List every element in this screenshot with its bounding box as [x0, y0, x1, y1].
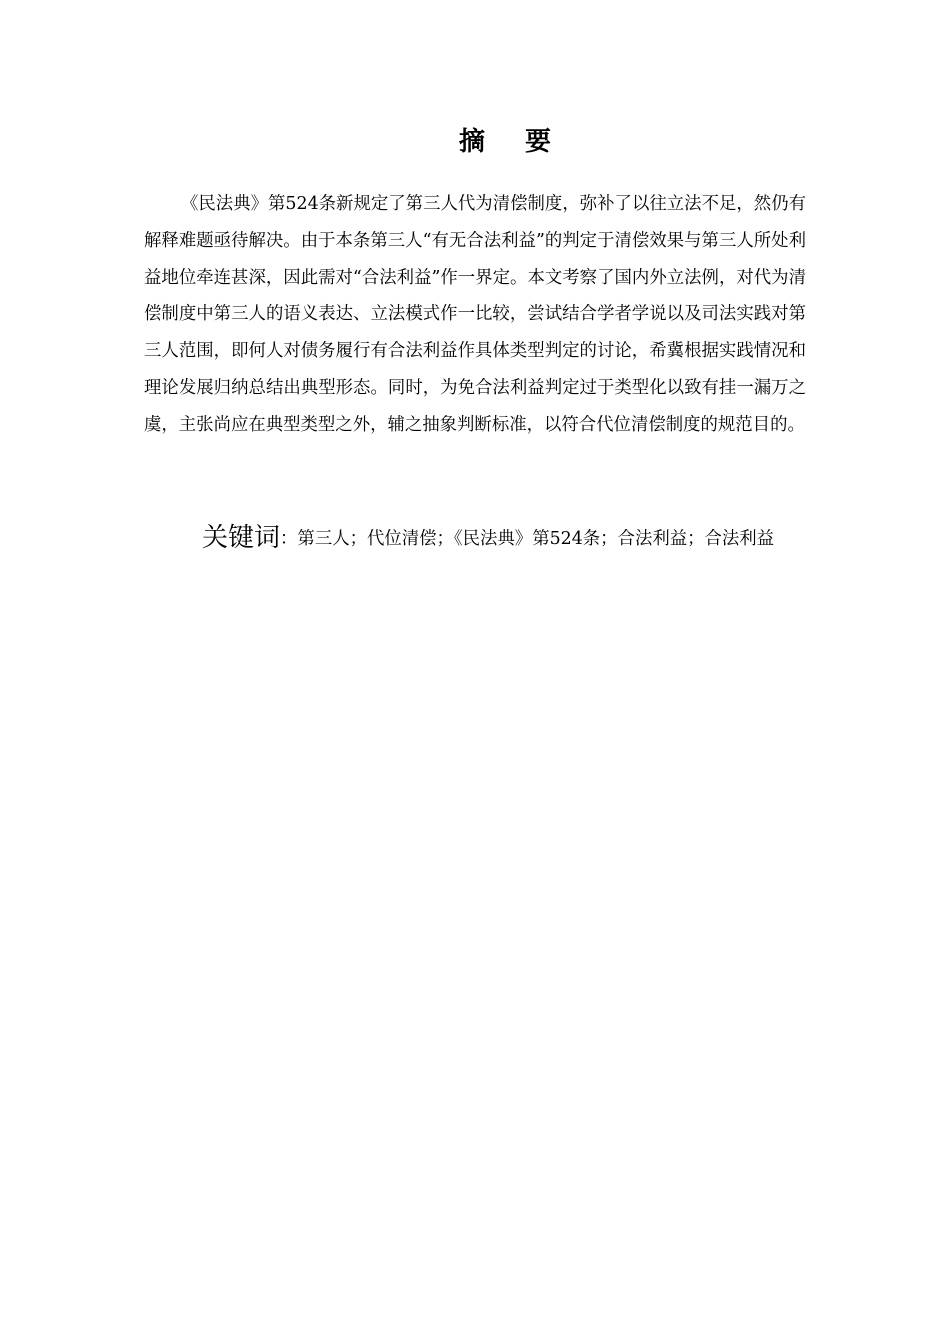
abstract-body: 《民法典》第524条新规定了第三人代为清偿制度，弥补了以往立法不足，然仍有解释难题亟待解决。由于本条第三人“有无合法利益”的判定于清偿效果与第三人所处利益地位牵连甚深，因此需对“合法利益”作一界定。本文考察了国内外立法例，对代为清偿制度中第三人的语义表达、立法模式作一比较，尝试结合学者学说以及司法实践对第三人范围，即何人对债务履行有合法利益作具体类型判定的讨论，希冀根据实践情况和理论发展归纳总结出典型形态。同时，为免合法利益判定过于类型化以致有挂一漏万之虞，主张尚应在典型类型之外，辅之抽象判断标准，以符合代位清偿制度的规范目的。 [144, 194, 806, 435]
abstract-title [0, 122, 950, 162]
keywords-line [144, 520, 806, 557]
keywords-separator: ： [280, 529, 298, 549]
title-char-1: 摘 [458, 127, 485, 157]
title-char-2: 要 [525, 127, 552, 157]
keywords-list: 第三人；代位清偿；《民法典》第524条；合法利益；合法利益 [297, 529, 775, 549]
keywords-label: 关键词 [202, 523, 281, 553]
